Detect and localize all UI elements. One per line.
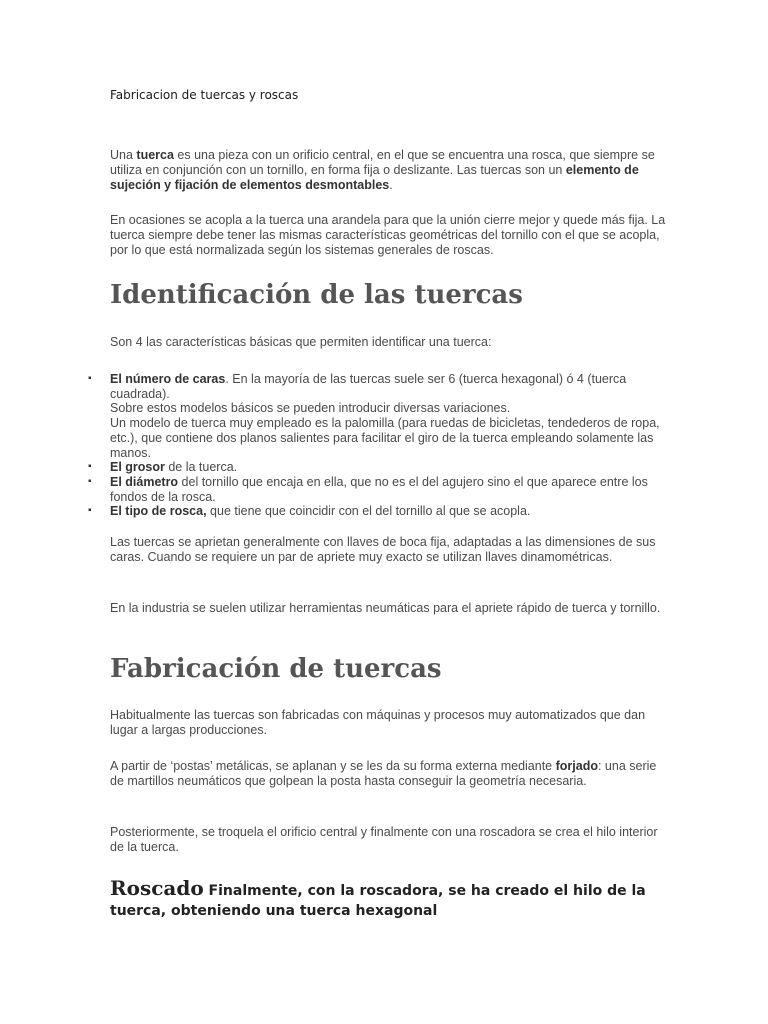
section-heading-fabricacion: Fabricación de tuercas <box>110 654 442 684</box>
bold-term-elemento-sujecion: elemento de sujeción y fijación de elementos desmontables <box>110 163 639 192</box>
roscado-word: Roscado <box>110 876 204 900</box>
list-item-bold: El tipo de rosca, <box>110 504 207 519</box>
bullet-icon: ▪ <box>88 461 92 473</box>
bullet-icon: ▪ <box>88 475 92 487</box>
list-item <box>88 460 668 475</box>
list-item-text: Sobre estos modelos básicos se pueden introducir diversas variaciones. <box>110 401 511 416</box>
bold-term-tuerca: tuerca <box>136 148 174 162</box>
list-item-bold: El número de caras <box>110 372 226 386</box>
list-item <box>88 504 668 519</box>
list-item <box>88 475 668 504</box>
list-item <box>88 372 668 460</box>
text-run: . <box>389 178 393 192</box>
section1-paragraph-industria: En la industria se suelen utilizar herramientas neumáticas para el apriete rápido de tuerca y tornillo. <box>110 601 661 615</box>
list-item-text: que tiene que coincidir con el del tornillo al que se acopla. <box>206 504 531 519</box>
section2-paragraph-1: Habitualmente las tuercas son fabricadas con máquinas y procesos muy automatizados que dan lugar a largas producciones. <box>110 708 646 737</box>
list-item-text: del tornillo que encaja en ella, que no es el del agujero sino el que aparece entre los fondos de la rosca. <box>110 474 648 504</box>
section2-paragraph-3: Posteriormente, se troquela el orificio central y finalmente con una roscadora se crea el hilo interior de la tuerca. <box>110 825 658 854</box>
characteristics-list <box>88 372 668 519</box>
bold-term-forjado: forjado <box>555 759 598 773</box>
section1-lead: Son 4 las características básicas que permiten identificar una tuerca: <box>110 335 492 349</box>
roscado-caption <box>110 878 670 921</box>
list-item-bold: El grosor <box>110 460 165 475</box>
document-title: Fabricacion de tuercas y roscas <box>110 88 299 102</box>
section-heading-identificacion: Identificación de las tuercas <box>110 280 523 310</box>
text-run: es una pieza con un orificio central, en el que se encuentra una rosca, que siempre se utiliza en conjunción con un tornillo, en forma fija o deslizante. Las tuercas son un <box>110 148 655 177</box>
section1-paragraph-llaves: Las tuercas se aprietan generalmente con llaves de boca fija, adaptadas a las dimensiones de sus caras. Cuando se requiere un par de apriete muy exacto se utilizan llaves dinamométricas. <box>110 535 656 564</box>
intro-paragraph-2: En ocasiones se acopla a la tuerca una arandela para que la unión cierre mejor y quede más fija. La tuerca siempre debe tener las mismas características geométricas del tornillo con el que se acopla, por lo que está normalizada según los sistemas generales de roscas. <box>110 213 666 257</box>
text-run: A partir de ‘postas’ metálicas, se aplanan y se les da su forma externa mediante <box>110 759 556 773</box>
list-item-text: Un modelo de tuerca muy empleado es la palomilla (para ruedas de bicicletas, tendederos de ropa, etc.), que contiene dos planos salientes para facilitar el giro de la tuerca empleando solamente las manos. <box>110 416 660 460</box>
bullet-icon: ▪ <box>88 373 92 384</box>
section2-paragraph-2 <box>110 759 666 789</box>
intro-paragraph-1 <box>110 148 666 193</box>
roscado-text: Finalmente, con la roscadora, se ha creado el hilo de la tuerca, obteniendo una tuerca hexagonal <box>110 883 646 919</box>
list-item-text: de la tuerca. <box>164 460 238 475</box>
bullet-icon: ▪ <box>88 505 92 517</box>
text-run: Una <box>110 148 137 162</box>
text-run: : una serie de martillos neumáticos que golpean la posta hasta conseguir la geometría necesaria. <box>110 759 657 788</box>
list-item-bold: El diámetro <box>110 474 179 489</box>
list-item-text: . En la mayoría de las tuercas suele ser 6 (tuerca hexagonal) ó 4 (tuerca cuadrada). <box>110 372 627 401</box>
